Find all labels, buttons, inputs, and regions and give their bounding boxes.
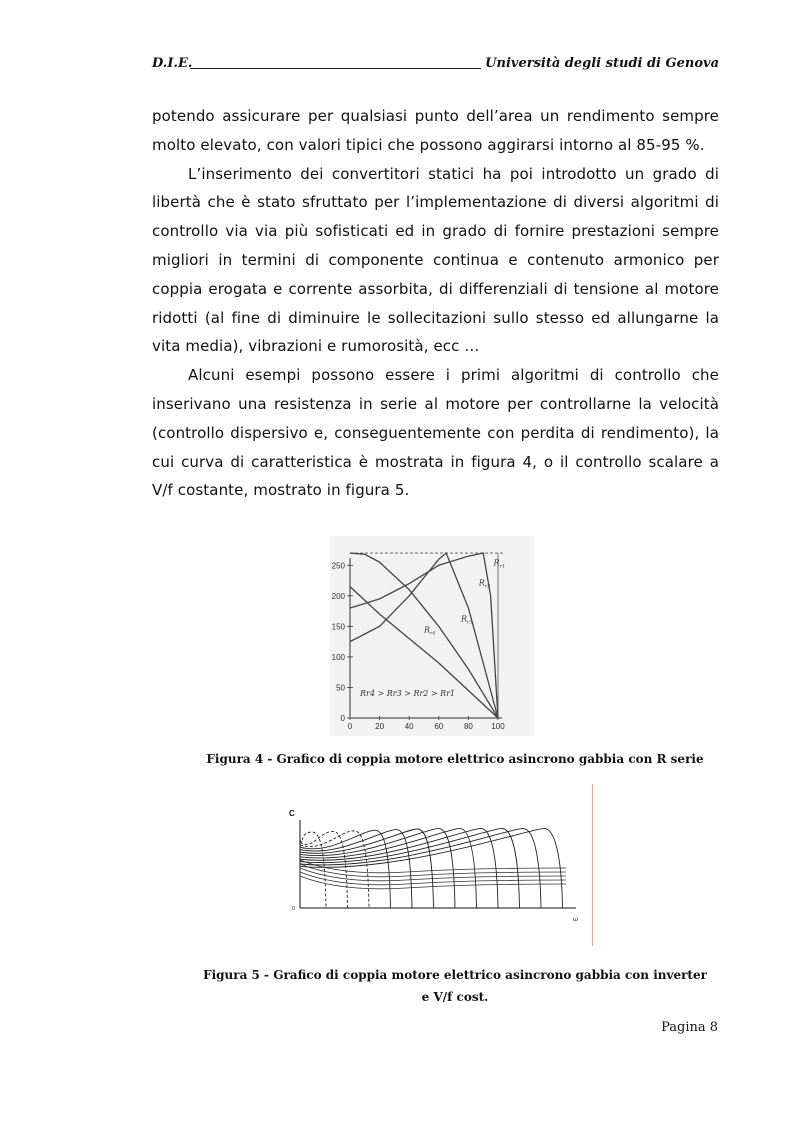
figure-4-curve-label: $R_{r4}$ xyxy=(424,625,436,637)
paragraph-1: potendo assicurare per qualsiasi punto dell’area un rendimento sempre molto elevato, con valori tipici che possono aggirarsi intorno al 85-95 %. xyxy=(152,107,719,154)
figure-4-caption: Figura 4 - Grafico di coppia motore elettrico asincrono gabbia con R serie xyxy=(206,752,704,766)
figure-5-x-label: ω xyxy=(573,916,578,923)
figure-4-y-tick-label: 150 xyxy=(331,622,345,632)
figure-5-caption-line-1: Figura 5 - Grafico di coppia motore elettrico asincrono gabbia con inverter xyxy=(203,968,707,982)
paragraph-2: L’inserimento dei convertitori statici ha poi introdotto un grado di libertà che è stato sfruttato per l’implementazione di diversi algoritmi di controllo via via più sofisticati ed in grado di fornire prestazioni sempre migliori in termini di componente continua e contenuto armonico per coppia erogata e corrente assorbita, di differenziali di tensione al motore ridotti (al fine di diminuire le sollecitazioni sullo stesso ed allungarne la vita media), vibrazioni e rumorosità, ecc … xyxy=(152,164,719,356)
red-margin-line xyxy=(592,784,593,946)
header-university: Università degli studi di Genova xyxy=(481,56,719,71)
page-number: Pagina 8 xyxy=(661,1020,718,1035)
header-department: D.I.E. xyxy=(152,56,193,71)
page-header xyxy=(152,56,719,76)
figure-4-y-tick-label: 0 xyxy=(340,714,345,723)
figure-4-x-tick-label: 100 xyxy=(491,722,505,731)
figure-4-y-tick-label: 250 xyxy=(331,561,345,571)
figure-5-y-label: C xyxy=(289,809,295,818)
figure-5-caption xyxy=(190,964,720,1008)
figure-4-curve-label: $R_{r2}$ xyxy=(478,578,491,590)
header-rule xyxy=(190,68,487,69)
figure-4-x-tick-label: 20 xyxy=(375,722,385,731)
figure-4-curve-label: $R_{r1}$ xyxy=(493,558,506,570)
paragraph-3: Alcuni esempi possono essere i primi algoritmi di controllo che inserivano una resistenza in serie al motore per controllarne la velocità (controllo dispersivo e, conseguentemente con perdita di rendimento), la cui curva di caratteristica è mostrata in figura 4, o il controllo scalare a V/f costante, mostrato in figura 5. xyxy=(152,366,719,500)
figure-5-torque-curve xyxy=(300,832,326,908)
figure-5-chart xyxy=(286,800,586,928)
figure-4-relation-text: Rr4 > Rr3 > Rr2 > Rr1 xyxy=(360,689,456,698)
figure-4-y-tick-label: 100 xyxy=(331,652,345,662)
figure-4-x-tick-label: 40 xyxy=(404,722,414,731)
figure-4-y-tick-label: 50 xyxy=(336,683,345,693)
figure-4-x-tick-label: 0 xyxy=(347,722,353,731)
figure-4-x-tick-label: 60 xyxy=(434,722,444,731)
figure-5-origin-label: 0 xyxy=(292,906,295,912)
figure-4-x-tick-label: 80 xyxy=(463,722,473,731)
figure-4-chart xyxy=(330,536,534,736)
figure-4-curve-label: $R_{r3}$ xyxy=(461,614,473,626)
figure-5-caption-line-2: e V/f cost. xyxy=(421,990,489,1004)
body-text xyxy=(152,102,719,505)
figure-4-y-tick-label: 200 xyxy=(331,591,345,601)
